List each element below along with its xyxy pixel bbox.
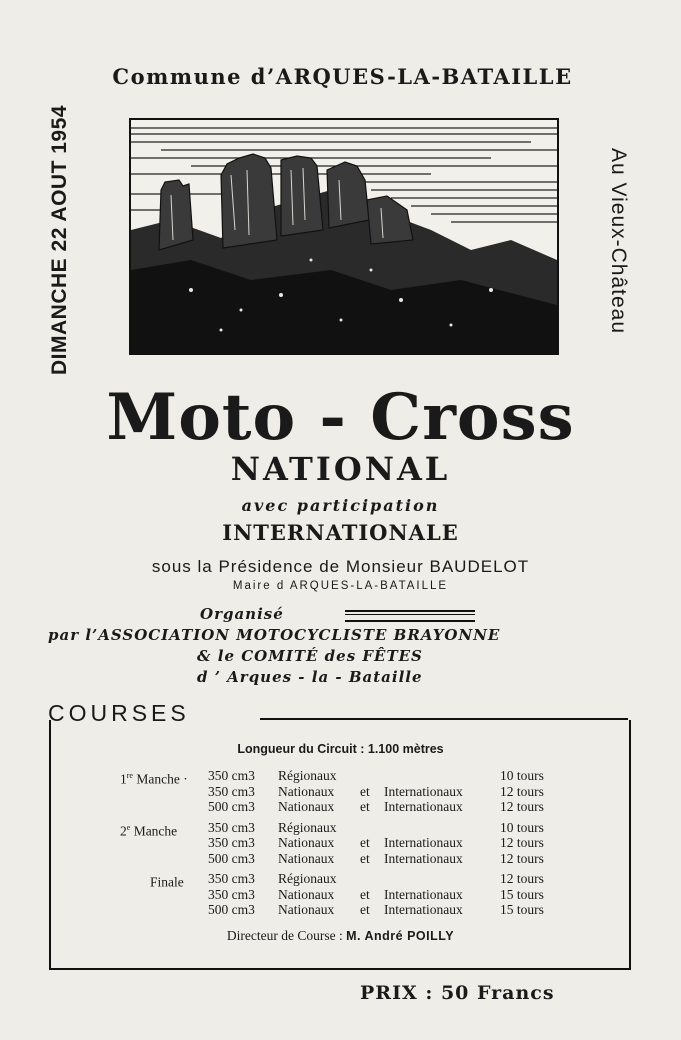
event-date [40,105,80,375]
commune-heading: Commune d’ARQUES-LA-BATAILLE [112,64,573,89]
organizer-line: d ’ Arques - la - Bataille [197,668,423,686]
course-intl: Internationaux [384,835,463,850]
course-cc: 350 cm3 [208,871,255,886]
course-intl: Internationaux [384,902,463,917]
course-cc: 350 cm3 [208,783,255,799]
presidence-text: sous la Présidence de Monsieur BAUDELOT [151,557,530,576]
course-tours: 10 tours [500,819,544,835]
course-cc: 500 cm3 [208,850,255,866]
decorative-rule-inner [345,614,475,615]
course-tours: 15 tours [500,886,544,902]
decorative-rule [345,610,475,622]
courses-heading: COURSES [48,700,190,726]
course-et: et [360,850,370,866]
race-director-name: M. André POILLY [346,929,455,943]
course-et: et [360,835,370,850]
manche-label: 2e Manche [120,822,178,838]
course-cat: Nationaux [278,850,335,866]
course-tours: 12 tours [500,835,544,850]
course-tours: 12 tours [500,871,544,886]
organizer-line: & le COMITÉ des FÊTES [197,647,423,665]
event-subtitle: NATIONAL [230,450,451,488]
course-intl: Internationaux [384,886,463,902]
course-cat: Nationaux [278,835,335,850]
course-intl: Internationaux [384,850,463,866]
course-et: et [360,902,370,917]
course-cat: Nationaux [278,783,335,799]
circuit-length: Longueur du Circuit : 1.100 mètres [237,742,444,756]
course-intl: Internationaux [384,799,463,814]
event-location-text: Au Vieux-Château [607,147,630,334]
course-tours: 12 tours [500,799,544,814]
course-tours: 15 tours [500,902,544,917]
course-cat: Nationaux [278,902,335,917]
course-et: et [360,886,370,902]
course-cat: Nationaux [278,886,335,902]
participation-text: avec participation [241,496,440,515]
organizer-line: par l’ASSOCIATION MOTOCYCLISTE BRAYONNE [48,626,501,644]
manche-label: Finale [150,874,184,890]
course-et: et [360,783,370,799]
race-director [0,928,681,944]
course-cc: 500 cm3 [208,799,255,814]
race-director-label: Directeur de Course : [226,928,343,943]
event-location [598,118,638,363]
course-intl: Internationaux [384,783,463,799]
course-cc: 350 cm3 [208,886,255,902]
international-text: INTERNATIONALE [222,520,459,545]
course-cat: Régionaux [278,871,337,886]
course-cat: Régionaux [278,819,337,835]
course-cc: 350 cm3 [208,768,255,783]
maire-text: Maire d ARQUES-LA-BATAILLE [232,580,449,592]
event-date-text: DIMANCHE 22 AOUT 1954 [48,105,71,375]
event-title: Moto - Cross [106,380,575,455]
course-tours: 10 tours [500,768,544,783]
course-cc: 350 cm3 [208,835,255,850]
manche-label: 1re Manche · [120,771,188,787]
course-cat: Régionaux [278,768,337,783]
course-tours: 12 tours [500,850,544,866]
course-et: et [360,799,370,814]
course-cc: 500 cm3 [208,902,255,917]
course-cat: Nationaux [278,799,335,814]
course-tours: 12 tours [500,783,544,799]
course-cc: 350 cm3 [208,819,255,835]
castle-illustration [129,118,559,355]
castle-engraving-icon [131,120,557,353]
price-label: PRIX : 50 Francs [360,982,555,1004]
organise-label: Organisé [200,605,284,623]
